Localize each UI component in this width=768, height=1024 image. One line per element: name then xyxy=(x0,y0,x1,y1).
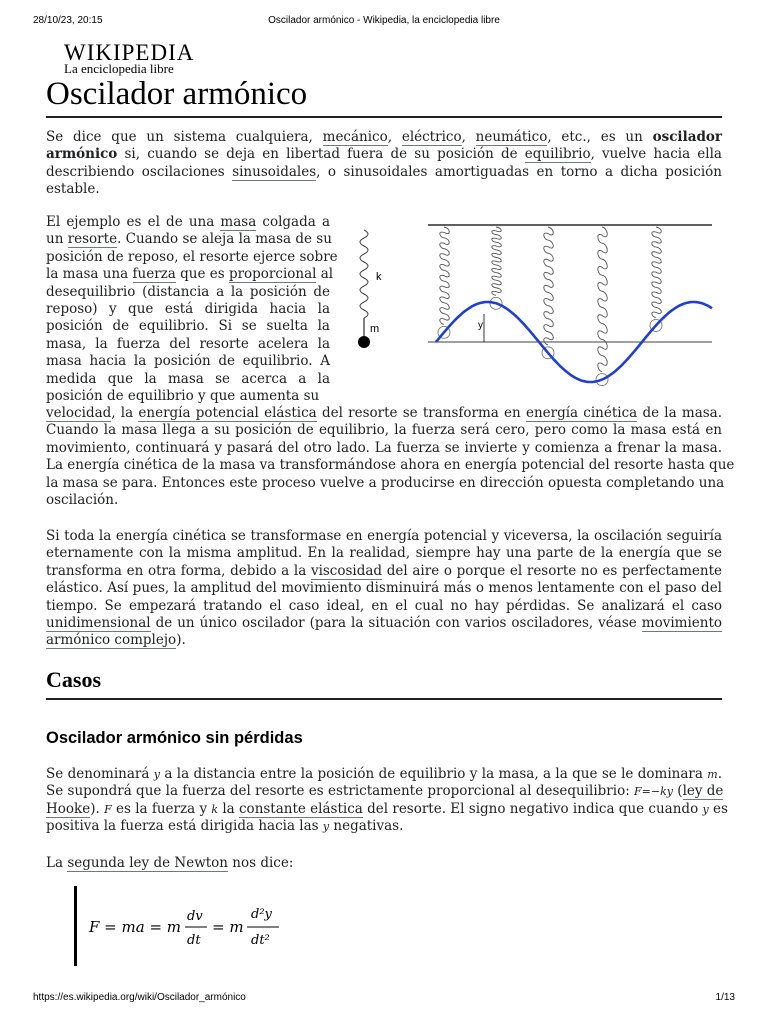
article-link[interactable]: velocidad xyxy=(46,405,112,421)
text-line: La energía cinética de la masa va transformándose ahora en energía potencial del resorte hasta que xyxy=(46,457,735,474)
text-line: armónico complejo). xyxy=(46,632,186,649)
mass-ball xyxy=(358,336,370,348)
text-line: velocidad, la energía potencial elástica del resorte se transforma en energía cinética de la masa. xyxy=(46,405,723,421)
text-line: un resorte. Cuando se aleja la masa de su xyxy=(46,231,332,248)
article-link[interactable]: masa xyxy=(220,214,257,230)
text-line: masa hacia la posición de equilibrio. A xyxy=(46,353,330,370)
article-link[interactable]: neumático xyxy=(475,129,548,145)
text-line: Se supondrá que la fuerza del resorte es estrictamente proporcional al desequilibrio: F=−ky (ley de xyxy=(46,783,724,800)
text-line: masa, la fuerza del resorte acelera la xyxy=(46,335,330,352)
bold-term: oscilador xyxy=(652,129,722,145)
text-line: desequilibrio (distancia a la posición de xyxy=(46,283,330,300)
paragraph-example-wrapped xyxy=(46,214,338,405)
newton-formula xyxy=(87,886,297,966)
text-line: la masa una fuerza que es proporcional al xyxy=(46,266,334,283)
paragraph-intro xyxy=(46,129,722,199)
article-link[interactable]: energía potencial elástica xyxy=(138,405,317,421)
article-link[interactable]: fuerza xyxy=(132,266,176,283)
article-link[interactable]: unidimensional xyxy=(46,615,151,632)
text-line: posición de equilibrio. Si se suelta la xyxy=(46,318,330,335)
formula-num2: d²y xyxy=(251,907,272,922)
label-m: m xyxy=(370,323,380,335)
text-line: posición de equilibrio y que aumenta su xyxy=(46,388,320,405)
text-line: Si toda la energía cinética se transformase en energía potencial y viceversa, la oscilación seguiría xyxy=(46,528,722,544)
text-line: elástico. Así pues, la amplitud del movimiento disminuirá más o menos lentamente con el paso del xyxy=(46,580,722,597)
text-line: movimiento, continuará y pasará del otro lado. La fuerza se invierte y comienza a frenar la masa. xyxy=(46,439,722,456)
math-variable: y xyxy=(322,820,330,834)
article-link[interactable]: eléctrico xyxy=(401,129,462,145)
print-footer xyxy=(33,992,735,1006)
text-line: medida que la masa se acerca a la xyxy=(46,370,330,387)
oscillator-diagram xyxy=(340,218,724,394)
paragraph-hooke xyxy=(46,766,728,836)
article-link[interactable]: Hooke xyxy=(46,800,91,817)
article-link[interactable]: resorte xyxy=(67,231,118,248)
print-page-indicator: 1/13 xyxy=(715,992,735,1003)
formula-den2: dt² xyxy=(251,933,270,948)
label-y: y xyxy=(478,320,483,331)
math-variable: y xyxy=(153,768,161,781)
math-variable: F xyxy=(104,802,112,816)
spring xyxy=(652,227,661,317)
article-link[interactable]: mecánico xyxy=(322,129,388,145)
article-link[interactable]: armónico complejo xyxy=(46,632,177,649)
paragraph-example-full xyxy=(46,405,735,509)
text-line: reposo) y que está dirigida hacia la xyxy=(46,301,330,318)
newton-formula-box xyxy=(74,886,294,966)
article-link[interactable]: energía cinética xyxy=(525,405,638,421)
spring xyxy=(440,227,449,324)
text-line: posición de reposo, el resorte ejerce sobre xyxy=(46,248,338,265)
formula-num1: dv xyxy=(187,909,203,924)
article-link[interactable]: proporcional xyxy=(228,266,317,283)
math-variable: y xyxy=(702,802,709,816)
text-line: armónico si, cuando se deja en libertad fuera de su posición de equilibrio, vuelve hacia ella xyxy=(46,146,722,163)
text-line: Cuando la masa llega a su posición de equilibrio, la fuerza será cero, pero como la masa está en xyxy=(46,422,722,439)
article-link[interactable]: sinusoidales xyxy=(232,163,317,180)
formula-den1: dt xyxy=(187,933,201,948)
article-link[interactable]: constante elástica xyxy=(239,800,363,817)
text-line: describiendo oscilaciones sinusoidales, o sinusoidales amortiguadas en torno a dicha posición xyxy=(46,163,722,180)
article-link[interactable]: viscosidad xyxy=(310,562,383,579)
spring xyxy=(544,227,553,345)
section-heading-casos: Casos xyxy=(46,666,722,700)
article-link[interactable]: segunda ley de Newton xyxy=(67,855,228,871)
text-line: La segunda ley de Newton nos dice: xyxy=(46,855,294,871)
math-variable: F=−ky xyxy=(634,785,673,799)
print-datetime: 28/10/23, 20:15 xyxy=(33,15,103,26)
text-line: tiempo. Se empezará tratando el caso ideal, en el cual no hay pérdidas. Se analizará el caso xyxy=(46,597,722,614)
paragraph-losses xyxy=(46,528,722,650)
math-variable: k xyxy=(211,802,219,816)
text-line: oscilación. xyxy=(46,492,119,509)
bold-term: armónico xyxy=(46,146,118,163)
math-variable: m xyxy=(707,768,718,781)
article-link[interactable]: equilibrio xyxy=(524,146,591,163)
oscillator-figure xyxy=(340,218,724,394)
spring xyxy=(492,227,501,295)
article-link[interactable]: ley de xyxy=(682,783,724,800)
wikipedia-wordmark[interactable]: WIKIPEDIA xyxy=(64,40,195,65)
text-line: eternamente con la misma amplitud. En la realidad, siempre hay una parte de la energía que se xyxy=(46,545,722,562)
subsection-heading-sin-perdidas: Oscilador armónico sin pérdidas xyxy=(46,729,303,747)
text-line: unidimensional de un único oscilador (para la situación con varios osciladores, véase movimiento xyxy=(46,615,722,632)
formula-eq: = m xyxy=(212,918,244,936)
page-title: Oscilador armónico xyxy=(46,74,722,118)
article-link[interactable]: movimiento xyxy=(641,615,722,632)
text-line: El ejemplo es el de una masa colgada a xyxy=(46,214,330,230)
static-spring xyxy=(360,230,368,336)
text-line: estable. xyxy=(46,181,100,198)
wikipedia-tagline: La enciclopedia libre xyxy=(64,61,174,76)
print-tab-title: Oscilador armónico - Wikipedia, la enciclopedia libre xyxy=(268,15,500,26)
print-header xyxy=(33,15,735,29)
formula-lhs: F = ma = m xyxy=(89,918,182,936)
paragraph-newton xyxy=(46,855,722,872)
text-line: Se denominará y a la distancia entre la posición de equilibrio y la masa, a la que se le dominara m. xyxy=(46,766,723,782)
spring xyxy=(598,227,607,372)
label-k: k xyxy=(376,271,382,283)
text-line: la masa se para. Entonces este proceso vuelve a producirse en dirección opuesta completando una xyxy=(46,474,725,491)
text-line: transforma en otra forma, debido a la viscosidad del aire o porque el resorte no es perfectamente xyxy=(46,562,722,579)
text-line: positiva la fuerza está dirigida hacia las y negativas. xyxy=(46,818,404,835)
text-line: Hooke). F es la fuerza y k la constante elástica del resorte. El signo negativo indica que cuando y es xyxy=(46,800,728,817)
text-line: Se dice que un sistema cualquiera, mecánico, eléctrico, neumático, etc., es un oscilador xyxy=(46,129,722,145)
print-url: https://es.wikipedia.org/wiki/Oscilador_armónico xyxy=(33,992,246,1003)
